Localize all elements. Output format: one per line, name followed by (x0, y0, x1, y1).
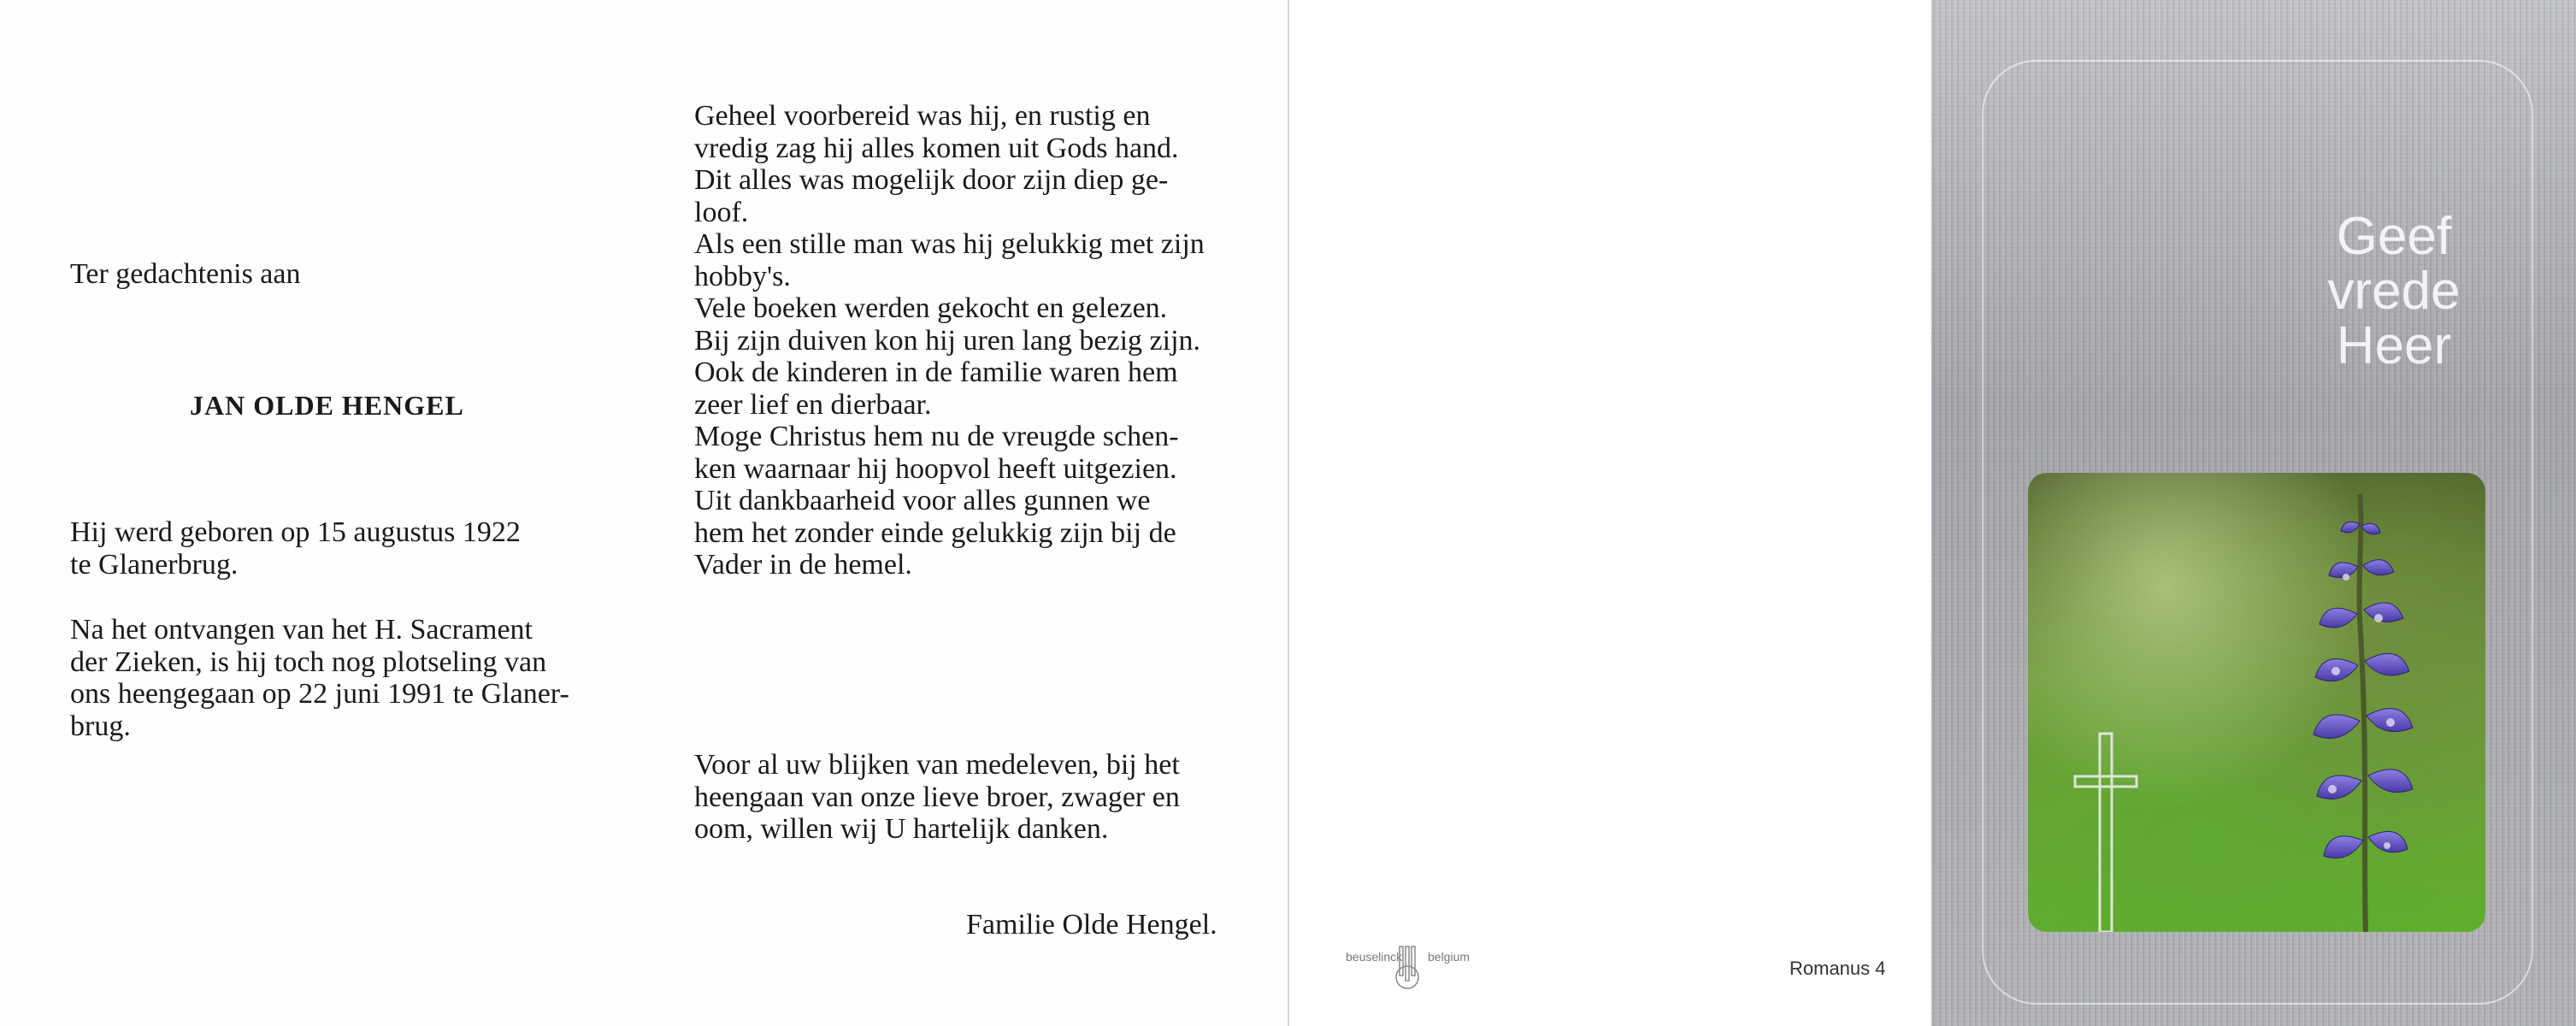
thanks-line: heengaan van onze lieve broer, zwager en (694, 781, 1180, 813)
motto-line: Heer (2336, 316, 2452, 375)
death-paragraph (70, 614, 634, 742)
body-line: Als een stille man was hij gelukkig met zijn (694, 228, 1205, 260)
death-line: brug. (70, 710, 131, 742)
thanks-line: Voor al uw blijken van medeleven, bij het (694, 749, 1180, 781)
body-line: hobby's. (694, 260, 791, 292)
body-line: vredig zag hij alles komen uit Gods hand. (694, 132, 1179, 164)
death-line: der Zieken, is hij toch nog plotseling van (70, 646, 547, 678)
thanks-line: oom, willen wij U hartelijk danken. (694, 813, 1109, 845)
birth-line: Hij werd geboren op 15 augustus 1922 (70, 516, 521, 548)
body-line: Moge Christus hem nu de vreugde schen- (694, 421, 1179, 452)
body-line: Ook de kinderen in de familie waren hem (694, 357, 1178, 388)
body-line: hem het zonder einde gelukkig zijn bij de (694, 516, 1176, 549)
body-line: Uit dankbaarheid voor alles gunnen we (694, 485, 1151, 516)
cross-icon (2075, 734, 2137, 932)
publisher-logo (1346, 945, 1483, 994)
scripture-reference: Romanus 4 (1789, 958, 1886, 979)
publisher-mark-icon (1390, 945, 1424, 993)
body-line: Vader in de hemel. (694, 549, 912, 581)
thanks-text (694, 749, 1259, 846)
intro-text: Ter gedachtenis aan (70, 258, 301, 290)
body-line: Geheel voorbereid was hij, en rustig en (694, 100, 1151, 132)
body-line: loof. (694, 196, 749, 228)
flower-photo (2028, 473, 2485, 932)
salvia-flower-illustration (2028, 473, 2485, 932)
family-signature: Familie Olde Hengel. (966, 909, 1217, 940)
birth-line: te Glanerbrug. (70, 548, 239, 581)
publisher-name: beuselinck (1346, 950, 1403, 964)
body-line: zeer lief en dierbaar. (694, 388, 932, 421)
birth-paragraph (70, 516, 651, 581)
deceased-name: JAN OLDE HENGEL (190, 390, 464, 421)
motto-line: vrede (2327, 262, 2461, 321)
cover-motto (2308, 209, 2479, 374)
back-panel (1294, 0, 1931, 1026)
publisher-country: belgium (1428, 950, 1471, 964)
body-line: Vele boeken werden gekocht en gelezen. (694, 292, 1168, 324)
body-line: ken waarnaar hij hoopvol heeft uitgezien. (694, 452, 1177, 485)
death-line: ons heengegaan op 22 juni 1991 te Glaner- (70, 678, 569, 710)
death-line: Na het ontvangen van het H. Sacrament (70, 614, 533, 646)
body-line: Dit alles was mogelijk door zijn diep ge- (694, 164, 1169, 196)
remembrance-text (694, 100, 1259, 581)
body-line: Bij zijn duiven kon hij uren lang bezig zijn. (694, 324, 1201, 357)
motto-line: Geef (2336, 207, 2452, 266)
